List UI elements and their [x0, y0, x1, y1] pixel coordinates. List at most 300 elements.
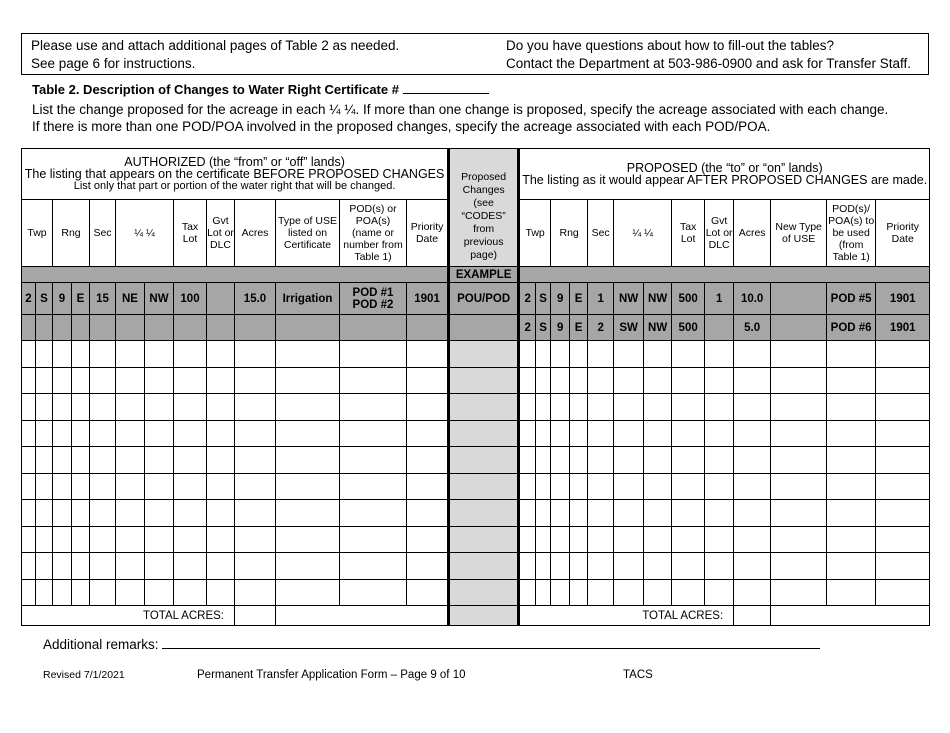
table-cell[interactable] — [536, 367, 551, 394]
table-cell[interactable] — [235, 447, 276, 474]
table-cell[interactable] — [827, 447, 876, 474]
table-cell[interactable] — [145, 394, 174, 421]
table-cell[interactable] — [876, 420, 930, 447]
table-cell[interactable] — [235, 526, 276, 553]
table-cell[interactable] — [876, 341, 930, 368]
example-row-1 — [22, 283, 930, 315]
table-cell[interactable] — [276, 341, 340, 368]
table-cell[interactable] — [235, 420, 276, 447]
table-cell[interactable] — [449, 473, 519, 500]
table-cell[interactable] — [672, 500, 705, 527]
table-cell[interactable] — [449, 447, 519, 474]
table-cell[interactable] — [449, 341, 519, 368]
table-cell[interactable] — [644, 579, 672, 606]
table-cell[interactable] — [519, 553, 536, 580]
table-row — [22, 394, 930, 421]
table-cell[interactable] — [705, 579, 734, 606]
table-cell: 1 — [705, 283, 734, 315]
table-cell[interactable] — [407, 367, 449, 394]
table-cell[interactable] — [705, 526, 734, 553]
table-cell[interactable] — [340, 500, 407, 527]
table-cell[interactable] — [53, 341, 72, 368]
table-cell[interactable] — [276, 473, 340, 500]
table-cell[interactable] — [449, 500, 519, 527]
table-cell[interactable] — [570, 420, 588, 447]
table-cell[interactable] — [588, 420, 614, 447]
table-cell[interactable] — [207, 394, 235, 421]
table-row — [22, 526, 930, 553]
table-cell[interactable] — [588, 579, 614, 606]
table-cell[interactable] — [536, 526, 551, 553]
table-cell[interactable] — [588, 500, 614, 527]
table-cell[interactable] — [407, 500, 449, 527]
table-cell[interactable] — [340, 579, 407, 606]
table-cell[interactable] — [876, 500, 930, 527]
table-cell[interactable] — [536, 579, 551, 606]
table-cell[interactable] — [207, 473, 235, 500]
table-cell — [771, 315, 827, 341]
table-cell[interactable] — [72, 394, 90, 421]
table-cell[interactable] — [90, 394, 116, 421]
table-cell[interactable] — [90, 447, 116, 474]
table-cell[interactable] — [407, 553, 449, 580]
table-cell[interactable] — [72, 473, 90, 500]
table-cell[interactable] — [207, 526, 235, 553]
table-cell[interactable] — [22, 367, 36, 394]
table-cell[interactable] — [235, 579, 276, 606]
table-cell[interactable] — [705, 553, 734, 580]
table-cell[interactable] — [705, 367, 734, 394]
table-cell[interactable] — [672, 367, 705, 394]
table-cell[interactable] — [536, 394, 551, 421]
table-cell[interactable] — [22, 473, 36, 500]
table-cell[interactable] — [36, 394, 53, 421]
table-cell[interactable] — [90, 420, 116, 447]
table-cell[interactable] — [449, 367, 519, 394]
table-cell[interactable] — [407, 447, 449, 474]
table-cell[interactable] — [53, 420, 72, 447]
table-cell[interactable] — [36, 341, 53, 368]
total-acres-right-field[interactable] — [734, 606, 771, 626]
table-cell[interactable] — [644, 447, 672, 474]
footer-code: TACS — [623, 669, 653, 681]
table-cell[interactable] — [644, 500, 672, 527]
table-cell[interactable] — [644, 394, 672, 421]
table-cell[interactable] — [614, 420, 644, 447]
table-cell[interactable] — [53, 367, 72, 394]
table-cell: 2 — [519, 315, 536, 341]
table-cell[interactable] — [519, 526, 536, 553]
table-row — [22, 500, 930, 527]
table-cell[interactable] — [827, 579, 876, 606]
table-cell[interactable] — [570, 341, 588, 368]
table-cell[interactable] — [235, 367, 276, 394]
table-cell[interactable] — [536, 500, 551, 527]
table-cell[interactable] — [771, 341, 827, 368]
table-cell[interactable] — [174, 579, 207, 606]
table-cell[interactable] — [72, 420, 90, 447]
remarks-label: Additional remarks: — [43, 637, 159, 652]
table-cell[interactable] — [734, 447, 771, 474]
table-cell[interactable] — [340, 526, 407, 553]
table-cell: 15.0 — [235, 283, 276, 315]
authorized-line3: List only that part or portion of the water right that will be changed. — [73, 180, 396, 192]
table-cell[interactable] — [734, 500, 771, 527]
table-cell[interactable] — [827, 553, 876, 580]
header-left-line1: Please use and attach additional pages of Table 2 as needed. — [31, 38, 400, 53]
table-cell[interactable] — [771, 447, 827, 474]
table-cell[interactable] — [145, 367, 174, 394]
table-cell[interactable] — [614, 447, 644, 474]
table-cell[interactable] — [207, 341, 235, 368]
table-cell[interactable] — [174, 553, 207, 580]
table-cell[interactable] — [771, 553, 827, 580]
col-qq-right: ¼ ¼ — [614, 200, 672, 267]
table-cell[interactable] — [827, 367, 876, 394]
table-cell[interactable] — [551, 553, 570, 580]
table-cell[interactable] — [90, 473, 116, 500]
table-cell[interactable] — [614, 500, 644, 527]
table-cell[interactable] — [588, 553, 614, 580]
table-cell[interactable] — [90, 367, 116, 394]
table-cell[interactable] — [644, 553, 672, 580]
table-cell[interactable] — [36, 526, 53, 553]
table-cell[interactable] — [145, 526, 174, 553]
table-cell[interactable] — [72, 553, 90, 580]
table-cell[interactable] — [116, 579, 145, 606]
table-cell[interactable] — [614, 579, 644, 606]
table-cell: 500 — [672, 283, 705, 315]
table-cell[interactable] — [235, 473, 276, 500]
table-cell[interactable] — [551, 447, 570, 474]
table-cell[interactable] — [588, 526, 614, 553]
table-cell[interactable] — [145, 579, 174, 606]
table-cell[interactable] — [588, 473, 614, 500]
table-cell[interactable] — [145, 420, 174, 447]
table-cell[interactable] — [207, 447, 235, 474]
table-cell[interactable] — [827, 473, 876, 500]
table-cell[interactable] — [588, 341, 614, 368]
table-cell[interactable] — [705, 447, 734, 474]
table-cell[interactable] — [672, 553, 705, 580]
table-cell[interactable] — [22, 526, 36, 553]
table-cell[interactable] — [174, 526, 207, 553]
table-cell[interactable] — [771, 526, 827, 553]
table-cell[interactable] — [734, 420, 771, 447]
table-cell[interactable] — [235, 394, 276, 421]
total-acres-left-field[interactable] — [235, 606, 276, 626]
table-cell[interactable] — [36, 473, 53, 500]
table-cell[interactable] — [551, 579, 570, 606]
table-cell[interactable] — [672, 447, 705, 474]
table-cell[interactable] — [174, 420, 207, 447]
table-cell[interactable] — [570, 447, 588, 474]
table-cell[interactable] — [644, 473, 672, 500]
col-taxlot-right: Tax Lot — [672, 200, 705, 267]
table-cell[interactable] — [53, 553, 72, 580]
table-cell[interactable] — [145, 447, 174, 474]
table-cell[interactable] — [876, 526, 930, 553]
table-cell[interactable] — [53, 394, 72, 421]
table-cell[interactable] — [827, 500, 876, 527]
table-cell: SW — [614, 315, 644, 341]
table-cell[interactable] — [145, 553, 174, 580]
table-cell[interactable] — [551, 420, 570, 447]
table-cell[interactable] — [407, 394, 449, 421]
table-cell[interactable] — [207, 420, 235, 447]
table-cell[interactable] — [22, 420, 36, 447]
table-cell[interactable] — [235, 553, 276, 580]
table-cell — [771, 283, 827, 315]
table-cell[interactable] — [827, 420, 876, 447]
table-cell[interactable] — [116, 473, 145, 500]
table-cell[interactable] — [519, 579, 536, 606]
table-cell[interactable] — [276, 579, 340, 606]
table-cell[interactable] — [36, 553, 53, 580]
table-cell[interactable] — [551, 526, 570, 553]
table-cell[interactable] — [276, 553, 340, 580]
table-cell[interactable] — [519, 420, 536, 447]
table-cell[interactable] — [876, 447, 930, 474]
remarks-field[interactable] — [162, 636, 820, 649]
table-cell[interactable] — [72, 500, 90, 527]
table-cell[interactable] — [771, 500, 827, 527]
table-cell[interactable] — [551, 394, 570, 421]
table-cell[interactable] — [876, 579, 930, 606]
table-cell[interactable] — [771, 394, 827, 421]
table-cell[interactable] — [614, 526, 644, 553]
table-cell[interactable] — [705, 500, 734, 527]
table-cell[interactable] — [449, 394, 519, 421]
table-cell[interactable] — [22, 553, 36, 580]
table-cell[interactable] — [771, 473, 827, 500]
table-cell[interactable] — [536, 447, 551, 474]
table-cell[interactable] — [614, 553, 644, 580]
table-cell[interactable] — [22, 447, 36, 474]
table-cell[interactable] — [53, 447, 72, 474]
table-cell[interactable] — [174, 394, 207, 421]
table-cell[interactable] — [36, 420, 53, 447]
table-cell[interactable] — [116, 526, 145, 553]
table-cell[interactable] — [72, 341, 90, 368]
certificate-number-field[interactable] — [403, 83, 489, 94]
table-cell[interactable] — [705, 473, 734, 500]
table-cell[interactable] — [36, 579, 53, 606]
table-cell[interactable] — [116, 394, 145, 421]
footer-revised: Revised 7/1/2021 — [43, 669, 125, 681]
table-cell[interactable] — [449, 553, 519, 580]
table-cell[interactable] — [705, 341, 734, 368]
table-cell[interactable] — [588, 367, 614, 394]
table-cell[interactable] — [705, 420, 734, 447]
table-cell[interactable] — [536, 473, 551, 500]
table-cell[interactable] — [340, 553, 407, 580]
table-cell[interactable] — [36, 447, 53, 474]
table-cell[interactable] — [551, 473, 570, 500]
table-cell[interactable] — [90, 579, 116, 606]
table-cell[interactable] — [614, 394, 644, 421]
table-cell[interactable] — [340, 473, 407, 500]
table-cell[interactable] — [734, 341, 771, 368]
table-cell[interactable] — [536, 420, 551, 447]
table-cell[interactable] — [644, 341, 672, 368]
table-cell[interactable] — [570, 553, 588, 580]
table-cell[interactable] — [876, 473, 930, 500]
table-cell[interactable] — [116, 420, 145, 447]
table-cell[interactable] — [235, 341, 276, 368]
table-cell[interactable] — [407, 473, 449, 500]
table-cell[interactable] — [116, 447, 145, 474]
table-cell[interactable] — [449, 526, 519, 553]
table-cell[interactable] — [90, 526, 116, 553]
table-cell[interactable] — [22, 341, 36, 368]
col-rng-right: Rng — [551, 200, 588, 267]
table-cell[interactable] — [827, 341, 876, 368]
table-cell[interactable] — [614, 367, 644, 394]
table-cell[interactable] — [207, 367, 235, 394]
table-cell[interactable] — [519, 341, 536, 368]
table-cell[interactable] — [72, 579, 90, 606]
table-cell[interactable] — [22, 579, 36, 606]
table-cell[interactable] — [53, 526, 72, 553]
table-cell[interactable] — [145, 341, 174, 368]
header-left — [31, 37, 399, 73]
table-cell[interactable] — [53, 579, 72, 606]
table-cell[interactable] — [72, 367, 90, 394]
table-cell[interactable] — [644, 367, 672, 394]
table-cell[interactable] — [672, 341, 705, 368]
table-row — [22, 341, 930, 368]
table-cell[interactable] — [588, 447, 614, 474]
table-cell[interactable] — [22, 394, 36, 421]
table-cell[interactable] — [876, 394, 930, 421]
table-cell[interactable] — [116, 367, 145, 394]
table-cell[interactable] — [407, 526, 449, 553]
table-cell[interactable] — [551, 367, 570, 394]
table-cell[interactable] — [536, 553, 551, 580]
table-cell[interactable] — [614, 473, 644, 500]
table-cell[interactable] — [771, 367, 827, 394]
table-cell[interactable] — [570, 367, 588, 394]
table-cell[interactable] — [519, 447, 536, 474]
table-cell[interactable] — [53, 473, 72, 500]
table-cell[interactable] — [449, 420, 519, 447]
table-cell[interactable] — [519, 500, 536, 527]
table-cell[interactable] — [36, 367, 53, 394]
table-cell[interactable] — [551, 341, 570, 368]
table-row — [22, 447, 930, 474]
table-cell[interactable] — [174, 500, 207, 527]
table-cell[interactable] — [519, 394, 536, 421]
table-cell[interactable] — [570, 579, 588, 606]
table-cell[interactable] — [771, 420, 827, 447]
table-cell[interactable] — [207, 553, 235, 580]
table-cell[interactable] — [90, 500, 116, 527]
table-cell[interactable] — [519, 367, 536, 394]
table-cell[interactable] — [734, 394, 771, 421]
table-cell[interactable] — [145, 500, 174, 527]
table-cell[interactable] — [276, 420, 340, 447]
table-cell[interactable] — [276, 447, 340, 474]
table-cell[interactable] — [672, 420, 705, 447]
table-cell[interactable] — [570, 526, 588, 553]
table-cell[interactable] — [672, 579, 705, 606]
table-cell[interactable] — [340, 447, 407, 474]
table-cell[interactable] — [340, 420, 407, 447]
table-cell[interactable] — [174, 473, 207, 500]
table-cell[interactable] — [570, 500, 588, 527]
table-cell[interactable] — [116, 500, 145, 527]
table-cell[interactable] — [116, 341, 145, 368]
additional-remarks — [43, 636, 820, 652]
table-cell[interactable] — [53, 500, 72, 527]
table-cell[interactable] — [614, 341, 644, 368]
table-cell[interactable] — [672, 473, 705, 500]
table-cell[interactable] — [449, 579, 519, 606]
table-cell[interactable] — [276, 367, 340, 394]
table-cell[interactable] — [644, 420, 672, 447]
table-cell[interactable] — [536, 341, 551, 368]
table-cell[interactable] — [90, 553, 116, 580]
table-cell[interactable] — [551, 500, 570, 527]
table-cell[interactable] — [72, 526, 90, 553]
table-cell[interactable] — [876, 553, 930, 580]
table-cell[interactable] — [174, 367, 207, 394]
table-cell[interactable] — [734, 367, 771, 394]
table-cell[interactable] — [276, 526, 340, 553]
table-cell[interactable] — [827, 526, 876, 553]
table-cell[interactable] — [207, 500, 235, 527]
table-cell[interactable] — [734, 579, 771, 606]
table-cell: S — [536, 315, 551, 341]
table-cell[interactable] — [827, 394, 876, 421]
table-cell[interactable] — [116, 553, 145, 580]
table-cell[interactable] — [672, 394, 705, 421]
table-cell[interactable] — [734, 526, 771, 553]
table-cell[interactable] — [340, 367, 407, 394]
table-cell[interactable] — [276, 500, 340, 527]
table-cell[interactable] — [570, 473, 588, 500]
table-cell[interactable] — [407, 579, 449, 606]
table-cell[interactable] — [734, 553, 771, 580]
table-cell[interactable] — [407, 341, 449, 368]
table-cell[interactable] — [407, 420, 449, 447]
table-cell[interactable] — [72, 447, 90, 474]
table-cell[interactable] — [705, 394, 734, 421]
table-cell[interactable] — [672, 526, 705, 553]
table-cell[interactable] — [36, 500, 53, 527]
table-cell[interactable] — [145, 473, 174, 500]
table-cell[interactable] — [519, 473, 536, 500]
table-cell[interactable] — [235, 500, 276, 527]
table-cell[interactable] — [276, 394, 340, 421]
table-cell[interactable] — [340, 341, 407, 368]
table-cell[interactable] — [340, 394, 407, 421]
table-cell[interactable] — [174, 447, 207, 474]
table-cell: S — [36, 283, 53, 315]
table-cell[interactable] — [570, 394, 588, 421]
table-cell[interactable] — [207, 579, 235, 606]
example-label-row — [22, 267, 930, 283]
table-cell[interactable] — [174, 341, 207, 368]
table-cell[interactable] — [90, 341, 116, 368]
table-cell[interactable] — [734, 473, 771, 500]
table-cell[interactable] — [771, 579, 827, 606]
table-cell[interactable] — [588, 394, 614, 421]
table-cell[interactable] — [22, 500, 36, 527]
table-cell[interactable] — [644, 526, 672, 553]
table-cell[interactable] — [876, 367, 930, 394]
